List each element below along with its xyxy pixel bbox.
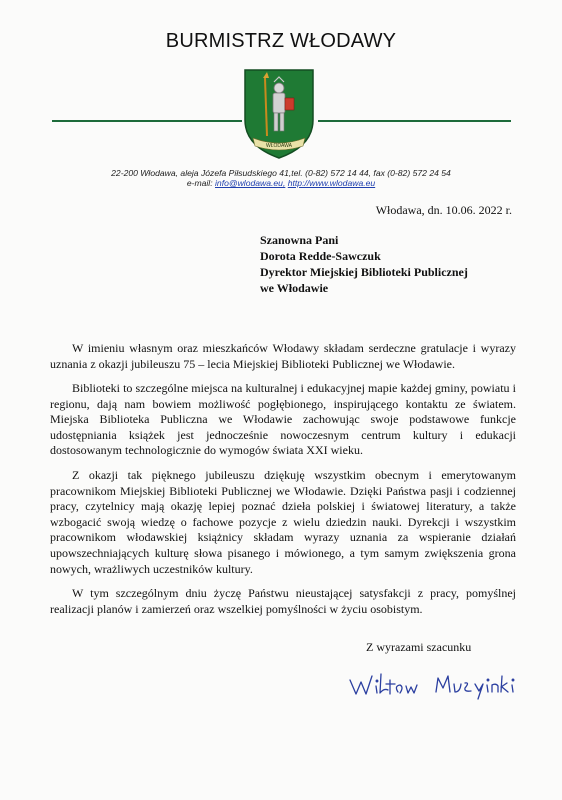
recipient-name: Dorota Redde-Sawczuk — [260, 249, 381, 263]
body-paragraph: Biblioteki to szczególne miejsca na kulturalnej i edukacyjnej mapie każdej gminy, powiatu i regionu, dają nam bowiem możliwość pogłębionego, inspirującego kontaktu ze światem. Miejska Biblioteka Publiczna we Włodawie zachowując swoje podstawowe funkcje udostępniania książek jest jednocześnie nowoczesnym centrum kultury i edukacji dostosowanym technologicznie do wymogów świata XXI wieku. — [50, 381, 516, 458]
email-link[interactable]: info@wlodawa.eu, — [215, 178, 286, 188]
handwritten-signature — [348, 668, 523, 700]
letterhead-address: 22-200 Włodawa, aleja Józefa Piłsudskiego 41,tel. (0-82) 572 14 44, fax (0-82) 572 24 54 — [111, 168, 451, 178]
closing-phrase: Z wyrazami szacunku — [366, 640, 472, 654]
recipient-position: Dyrektor Miejskiej Biblioteki Publicznej — [260, 265, 468, 279]
recipient-salutation: Szanowna Pani — [260, 233, 339, 247]
website-link[interactable]: http://www.wlodawa.eu — [287, 178, 376, 188]
body-paragraph: W imieniu własnym oraz mieszkańców Włodawy składam serdeczne gratulacje i wyrazy uznania z okazji jubileuszu 75 – lecia Miejskiej Biblioteki Publicznej we Włodawie. — [50, 341, 516, 371]
letterhead-rule-left — [52, 120, 242, 122]
recipient-location: we Włodawie — [260, 281, 329, 295]
coat-of-arms-icon — [243, 68, 315, 160]
letterhead-rule-right — [318, 120, 511, 122]
letter-date: Włodawa, dn. 10.06. 2022 r. — [375, 203, 512, 217]
recipient-block — [260, 232, 468, 296]
letterhead-contact — [0, 178, 562, 188]
crest-ribbon-text: WŁODAWA — [265, 143, 293, 149]
body-paragraph: Z okazji tak pięknego jubileuszu dziękuję wszystkim obecnym i emerytowanym pracownikom Miejskiej Biblioteki Publicznej we Włodawie. Dzięki Państwa pasji i codziennej pracy, czytelnicy mają okazję lepiej poznać dzieła polskiej i światowej literatury, a także wzbogacić swoją wiedzę o fachowe pozycje z wielu dziedzin nauki. Dyrekcji i wszystkim pracownikom włodawskiej książnicy składam wyrazy uznania za wspieranie działań upowszechniających kulturę słowa pisanego i mówionego, a tym samym zwiększenia grona nowych, wrażliwych uczestników kultury. — [50, 468, 516, 576]
email-label: e-mail: — [186, 178, 213, 188]
letterhead-title: BURMISTRZ WŁODAWY — [165, 30, 397, 52]
body-paragraph: W tym szczególnym dniu życzę Państwu nieustającej satysfakcji z pracy, pomyślnej realizacji planów i zamierzeń oraz wszelkiej pomyślności w życiu osobistym. — [50, 586, 516, 616]
